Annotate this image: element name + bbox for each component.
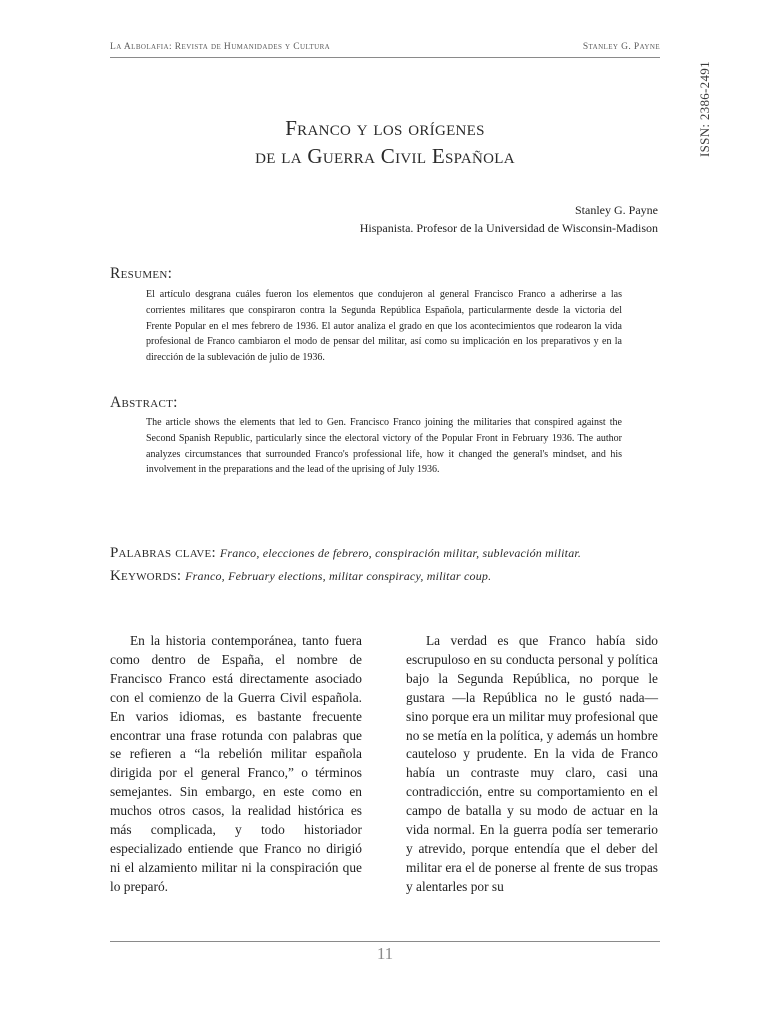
journal-name: La Albolafia: Revista de Humanidades y Cultura [110, 42, 331, 52]
abstract-heading: Abstract: [110, 394, 178, 411]
page-number: 11 [376, 944, 394, 963]
author-name: Stanley G. Payne [575, 203, 658, 217]
keywords [110, 568, 670, 585]
title-line-2: de la Guerra Civil Española [255, 144, 515, 168]
keywords-label: Keywords: [110, 568, 182, 584]
palabras-clave-label: Palabras clave: [110, 545, 216, 561]
article-title [110, 114, 660, 170]
footer-rule [110, 941, 660, 942]
header-author: Stanley G. Payne [582, 42, 660, 52]
body-column-left: En la historia contemporánea, tanto fuera como dentro de España, el nombre de Francisco Franco está directamente asociado con el comienzo de la Guerra Civil española. En varios idiomas, es bastante frecuente encontrar una frase rotunda con palabras que se refieren a “la rebelión militar española dirigida por el general Franco,” o términos semejantes. Sin embargo, en este como en muchos otros casos, la realidad histórica es más complicada, y todo historiador especializado entiende que Franco no dirigió ni el alzamiento militar ni la conspiración que lo preparó. [110, 633, 362, 894]
issn-label: ISSN: 2386-2491 [697, 61, 712, 157]
author-block [360, 201, 658, 237]
palabras-clave-terms: Franco, elecciones de febrero, conspiración militar, sublevación militar. [219, 546, 582, 560]
header-rule [110, 57, 660, 58]
resumen-text: El artículo desgrana cuáles fueron los elementos que condujeron al general Francisco Franco a adherirse a las corrientes militares que conspiraron contra la Segunda República Española, particularmente desde la victoria del Frente Popular en el mes febrero de 1936. El autor analiza el grado en que los acontecimientos que rodearon la vida profesional de Franco cambiaron el modo de pensar del militar, así como su implicación en los preparativos y en la dirección de la sublevación de julio de 1936. [146, 289, 622, 364]
palabras-clave [110, 545, 670, 562]
keywords-terms: Franco, February elections, militar conspiracy, militar coup. [185, 569, 492, 583]
running-head [110, 40, 660, 58]
resumen-heading: Resumen: [110, 265, 173, 282]
body-column-right: La verdad es que Franco había sido escrupuloso en su conducta personal y política bajo la Segunda República, no porque le gustara —la República no le gustó nada— sino porque era un militar muy profesional que no se metía en la política, y además un hombre cauteloso y prudente. En la vida de Franco había un contraste muy claro, casi una contradicción, entre su comportamiento en el campo de batalla y su modo de actuar en la vida normal. En la guerra podía ser temerario y atrevido, porque entendía que el deber del militar era el de ponerse al frente de sus tropas y alentarles por su [406, 633, 658, 894]
author-affiliation: Hispanista. Profesor de la Universidad de Wisconsin-Madison [359, 221, 658, 235]
title-line-1: Franco y los orígenes [285, 116, 485, 140]
abstract-text: The article shows the elements that led to Gen. Francisco Franco joining the militaries that conspired against the Second Spanish Republic, particularly since the electoral victory of the Popular Front in February 1936. The author analyzes circumstances that surrounded Franco's professional life, how it changed the general's mindset, and his involvement in the preparations and the lead of the uprising of July 1936. [146, 417, 622, 476]
